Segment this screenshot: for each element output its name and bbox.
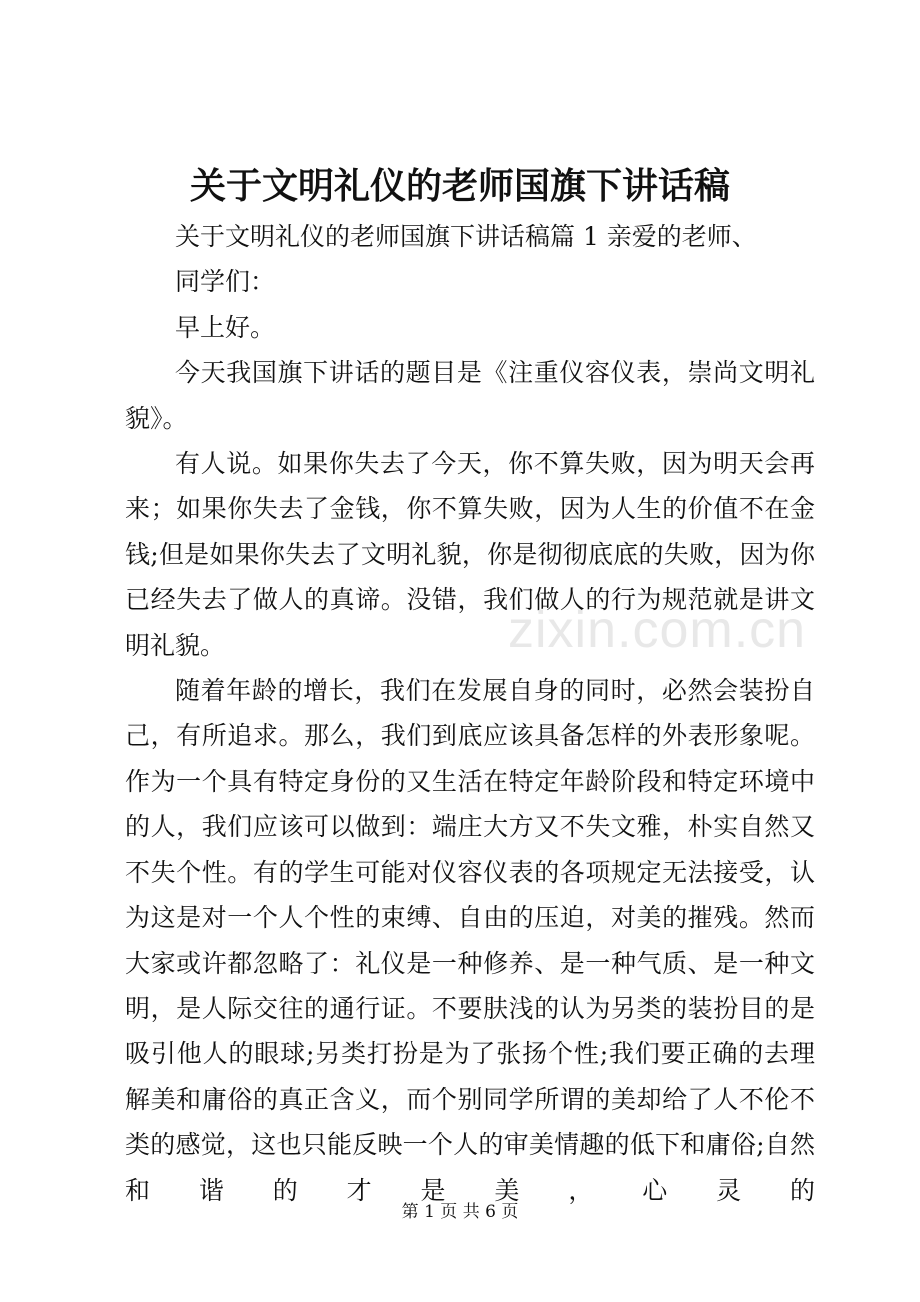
paragraph-saying: 有人说。如果你失去了今天，你不算失败，因为明天会再来；如果你失去了金钱，你不算失败，因为人生的价值不在金钱;但是如果你失去了文明礼貌，你是彻彻底底的失败，因为你已经失去了做人的真谛。没错，我们做人的行为规范就是讲文明礼貌。 xyxy=(125,449,815,660)
document-title: 关于文明礼仪的老师国旗下讲话稿 xyxy=(189,165,730,207)
watermark: zixin.com.cn xyxy=(508,601,807,659)
paragraph-salutation: 同学们： xyxy=(175,267,276,297)
paragraph-greeting-heading: 关于文明礼仪的老师国旗下讲话稿篇 1 亲爱的老师、 xyxy=(175,222,757,251)
paragraph-appearance: 随着年龄的增长，我们在发展自身的同时，必然会装扮自己，有所追求。那么，我们到底应该具备怎样的外表形象呢。作为一个具有特定身份的又生活在特定年龄阶段和特定环境中的人，我们应该可以做到：端庄大方又不失文雅，朴实自然又不失个性。有的学生可能对仪容仪表的各项规定无法接受，认为这是对一个人个性的束缚、自由的压迫，对美的摧残。然而大家或许都忽略了：礼仪是一种修养、是一种气质、是一种文明，是人际交往的通行证。不要肤浅的认为另类的装扮目的是吸引他人的眼球;另类打扮是为了张扬个性;我们要正确的去理解美和庸俗的真正含义，而个别同学所谓的美却给了人不伦不类的感觉，这也只能反映一个人的审美情趣的低下和庸俗;自然和谐的才是美，心灵的 xyxy=(125,676,815,1205)
page-footer: 第 1 页 共 6 页 xyxy=(401,1202,519,1222)
document-body xyxy=(125,214,815,1213)
paragraph-good-morning: 早上好。 xyxy=(175,312,276,342)
paragraph-topic: 今天我国旗下讲话的题目是《注重仪容仪表，崇尚文明礼貌》。 xyxy=(125,358,815,433)
